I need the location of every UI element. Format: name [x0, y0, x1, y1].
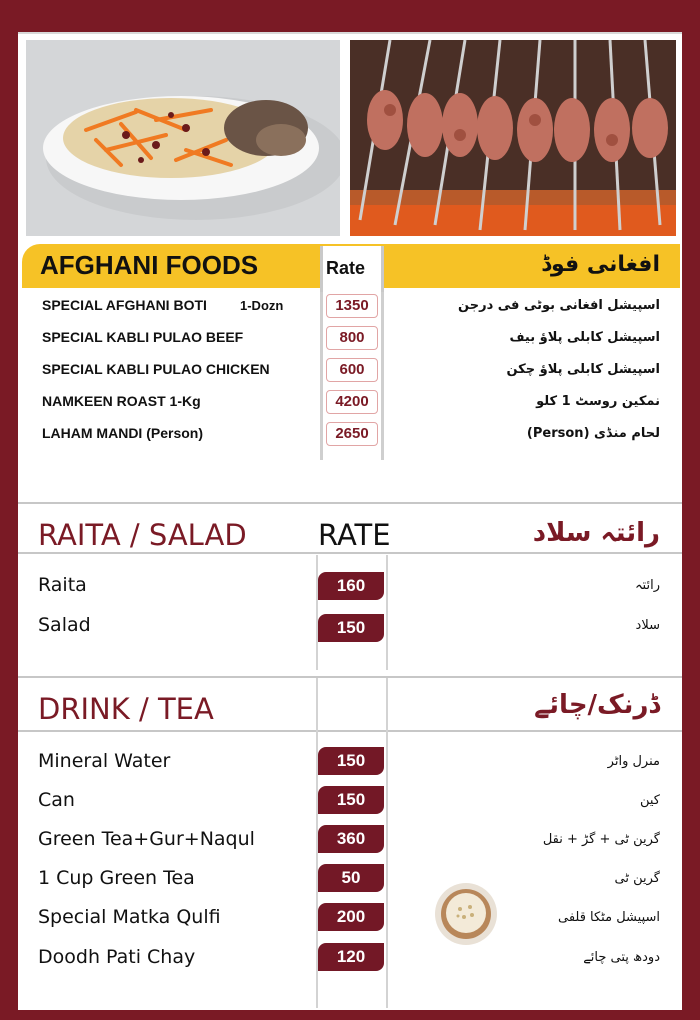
drink-item-name: Doodh Pati Chay	[38, 946, 196, 968]
raita-item-name: Salad	[38, 614, 91, 636]
frame-top-line	[18, 32, 682, 34]
afghani-item-name: SPECIAL KABLI PULAO BEEF	[42, 329, 244, 345]
afghani-item-name-urdu: اسپیشل افغانی بوٹی فی درجن	[458, 298, 660, 313]
drink-item-price: 150	[318, 747, 384, 775]
drink-item-name-urdu: دودھ پتی چائے	[583, 950, 660, 965]
afghani-title-urdu: افغانی فوڈ	[541, 252, 660, 277]
frame-bottom-border	[0, 1010, 700, 1020]
afghani-item-price: 600	[326, 358, 378, 382]
frame-left-border	[0, 0, 18, 1020]
drink-item-name: Mineral Water	[38, 750, 171, 772]
afghani-item-price: 4200	[326, 390, 378, 414]
raita-column-divider-right	[386, 555, 388, 670]
drink-item-name: Green Tea+Gur+Naqul	[38, 828, 255, 850]
afghani-item-name-urdu: اسپیشل کابلی پلاؤ چکن	[506, 362, 660, 377]
raita-item-name-urdu: سلاد	[635, 618, 660, 633]
drink-item-price: 150	[318, 786, 384, 814]
raita-item-name-urdu: رائتہ	[634, 578, 660, 593]
drink-item-name-urdu: منرل واٹر	[607, 754, 660, 769]
drink-item-price: 120	[318, 943, 384, 971]
raita-item-price: 160	[318, 572, 384, 600]
raita-section-title-urdu: رائتہ سلاد	[532, 518, 660, 548]
afghani-item-price: 2650	[326, 422, 378, 446]
afghani-item-name: SPECIAL AFGHANI BOTI	[42, 297, 207, 313]
afghani-item-name: NAMKEEN ROAST 1-Kg	[42, 393, 201, 409]
drink-item-name-urdu: گرین ٹی + گڑ + نقل	[542, 832, 660, 847]
raita-section-top-line	[18, 502, 682, 504]
raita-item-price: 150	[318, 614, 384, 642]
drink-item-price: 50	[318, 864, 384, 892]
drink-item-price: 360	[318, 825, 384, 853]
afghani-item-qty: 1-Dozn	[240, 298, 284, 313]
drink-item-name-urdu: گرین ٹی	[614, 871, 660, 886]
drink-item-name: 1 Cup Green Tea	[38, 867, 195, 889]
frame-right-border	[682, 0, 700, 1020]
afghani-item-name-urdu: لحام منڈی (Person)	[526, 426, 660, 441]
afghani-column-divider-right	[381, 292, 384, 460]
drink-item-price: 200	[318, 903, 384, 931]
afghani-item-name-urdu: نمکین روسٹ 1 کلو	[536, 394, 660, 409]
drink-item-name: Can	[38, 789, 75, 811]
kebab-skewers-photo	[350, 40, 676, 236]
afghani-item-price: 800	[326, 326, 378, 350]
raita-section-header-line	[18, 552, 682, 554]
drink-section-title: DRINK / TEA	[38, 692, 214, 726]
afghani-item-price: 1350	[326, 294, 378, 318]
drink-section-title-urdu: ڈرنک/چائے	[534, 690, 660, 720]
drink-column-divider-right	[386, 678, 388, 1008]
frame-top-border	[0, 0, 700, 32]
drink-section-top-line	[18, 676, 682, 678]
afghani-column-divider-left	[320, 292, 323, 460]
matka-qulfi-photo	[434, 882, 498, 946]
raita-column-divider-left	[316, 555, 318, 670]
raita-item-name: Raita	[38, 574, 87, 596]
drink-section-header-line	[18, 730, 682, 732]
drink-item-name: Special Matka Qulfi	[38, 906, 221, 928]
raita-section-title: RAITA / SALAD	[38, 518, 247, 552]
drink-item-name-urdu: اسپیشل مٹکا قلفی	[557, 910, 660, 925]
afghani-item-name-urdu: اسپیشل کابلی پلاؤ بیف	[509, 330, 660, 345]
raita-rate-label: RATE	[318, 518, 391, 552]
afghani-rate-label: Rate	[326, 258, 366, 278]
afghani-title: AFGHANI FOODS	[40, 250, 259, 280]
drink-item-name-urdu: کین	[639, 793, 660, 808]
kabli-pulao-photo	[26, 40, 340, 236]
afghani-item-name: SPECIAL KABLI PULAO CHICKEN	[42, 361, 270, 377]
afghani-item-name: LAHAM MANDI (Person)	[42, 425, 203, 441]
